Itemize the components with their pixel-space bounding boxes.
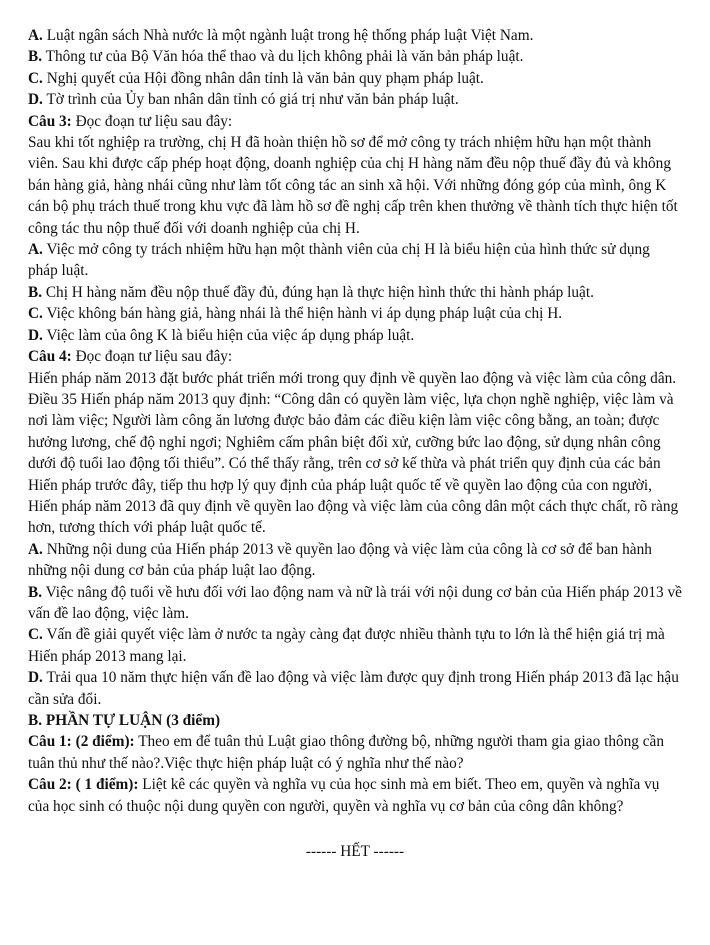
question-3-heading [28,111,682,132]
question-prompt: Đọc đoạn tư liệu sau đây: [75,112,233,130]
option-letter: C. [28,626,43,644]
option-q2-d [28,89,682,110]
question-4-passage: Hiến pháp năm 2013 đặt bước phát triển mới trong quy định về quyền lao động và việc làm của công dân. Điều 35 Hiến pháp năm 2013 quy định: “Công dân có quyền làm việc, lựa chọn nghề nghiệp, việc làm và nơi làm việc; Người làm công ăn lương được bảo đảm các điều kiện làm việc công bằng, an toàn; được hưởng lương, chế độ nghỉ ngơi; Nghiêm cấm phân biệt đối xử, cưỡng bức lao động, sử dụng nhân công dưới độ tuổi lao động tối thiểu”. Có thể thấy rằng, trên cơ sở kế thừa và phát triển quy định của các bản Hiến pháp trước đây, tiếp thu hợp lý quy định của pháp luật quốc tế về quyền lao động của con người, Hiến pháp năm 2013 đã quy định về quyền lao động và việc làm của công dân một cách thực chất, rõ ràng hơn, tương thích với pháp luật quốc tế. [28,369,679,537]
option-text: Việc nâng độ tuổi về hưu đối với lao động nam và nữ là trái với nội dung cơ bản của Hiến pháp 2013 về vấn đề lao động, việc làm. [28,583,682,622]
option-letter: A. [28,540,43,558]
option-q3-b [28,282,682,303]
option-text: Nghị quyết của Hội đồng nhân dân tỉnh là văn bản quy phạm pháp luật. [46,69,484,87]
question-label: Câu 3: [28,112,72,130]
option-letter: B. [28,48,43,66]
option-letter: D. [28,669,43,687]
section-b-heading: B. PHẦN TỰ LUẬN (3 điểm) [28,712,221,729]
option-q4-b [28,582,682,625]
option-letter: C. [28,69,43,87]
option-q2-a [28,25,682,46]
option-q3-d [28,325,682,346]
essay-question-1 [28,731,682,774]
option-letter: B. [28,583,43,601]
essay-question-text: Liệt kê các quyền và nghĩa vụ của học sinh mà em biết. Theo em, quyền và nghĩa vụ của học sinh có thuộc nội dung quyền con người, quyền và nghĩa vụ cơ bản của công dân không? [28,776,660,815]
option-text: Tờ trình của Ủy ban nhân dân tỉnh có giá trị như văn bản pháp luật. [46,91,459,109]
option-text: Việc mở công ty trách nhiệm hữu hạn một thành viên của chị H là biểu hiện của hình thức sử dụng pháp luật. [28,241,650,280]
option-text: Chị H hàng năm đều nộp thuế đầy đủ, đúng hạn là thực hiện hình thức thi hành pháp luật. [45,283,594,301]
question-3-passage: Sau khi tốt nghiệp ra trường, chị H đã hoàn thiện hồ sơ để mở công ty trách nhiệm hữu hạn một thành viên. Sau khi được cấp phép hoạt động, doanh nghiệp của chị H hàng năm đều nộp thuế đầy đủ và không bán hàng giả, hàng nhái cũng như làm tốt công tác an sinh xã hội. Với những đóng góp của mình, ông K cán bộ phụ trách thuế trong khu vực đã làm hồ sơ đề nghị cấp trên khen thưởng về thành tích thực hiện tốt công tác thu nộp thuế đối với doanh nghiệp của chị H. [28,134,678,237]
option-q4-d [28,667,682,710]
option-letter: D. [28,326,43,344]
option-q4-a [28,539,682,582]
option-q2-c [28,68,682,89]
option-q3-a [28,239,682,282]
option-letter: A. [28,27,43,44]
essay-question-label: Câu 2: ( 1 điểm): [28,776,139,794]
option-letter: D. [28,91,43,109]
option-text: Việc không bán hàng giả, hàng nhái là thể hiện hành vi áp dụng pháp luật của chị H. [46,305,563,323]
essay-question-text: Theo em để tuân thủ Luật giao thông đường bộ, những người tham gia giao thông cần tuân thủ như thế nào?.Việc thực hiện pháp luật có ý nghĩa như thế nào? [28,733,664,772]
option-letter: C. [28,305,43,323]
option-q2-b [28,46,682,67]
option-text: Những nội dung của Hiến pháp 2013 về quyền lao động và việc làm của công là cơ sở để ban hành những nội dung cơ bản của pháp luật lao động. [28,540,652,580]
option-letter: A. [28,241,43,259]
option-text: Việc làm của ông K là biểu hiện của việc áp dụng pháp luật. [46,326,415,344]
essay-question-label: Câu 1: (2 điểm): [28,733,135,751]
question-label: Câu 4: [28,348,72,366]
option-text: Thông tư của Bộ Văn hóa thể thao và du lịch không phải là văn bản pháp luật. [45,48,524,66]
option-q4-c [28,624,682,667]
question-4-heading [28,346,682,367]
essay-question-2 [28,774,682,817]
question-prompt: Đọc đoạn tư liệu sau đây: [75,348,233,366]
option-q3-c [28,303,682,324]
end-marker: ------ HẾT ------ [305,843,405,861]
option-text: Vấn đề giải quyết việc làm ở nước ta ngày càng đạt được nhiều thành tựu to lớn là thể hiện giá trị mà Hiến pháp 2013 mang lại. [28,626,665,665]
option-letter: B. [28,283,43,301]
option-text: Luật ngân sách Nhà nước là một ngành luật trong hệ thống pháp luật Việt Nam. [46,27,534,44]
option-text: Trải qua 10 năm thực hiện vấn đề lao động và việc làm được quy định trong Hiến pháp 2013 đã lạc hậu cần sửa đổi. [28,669,679,708]
